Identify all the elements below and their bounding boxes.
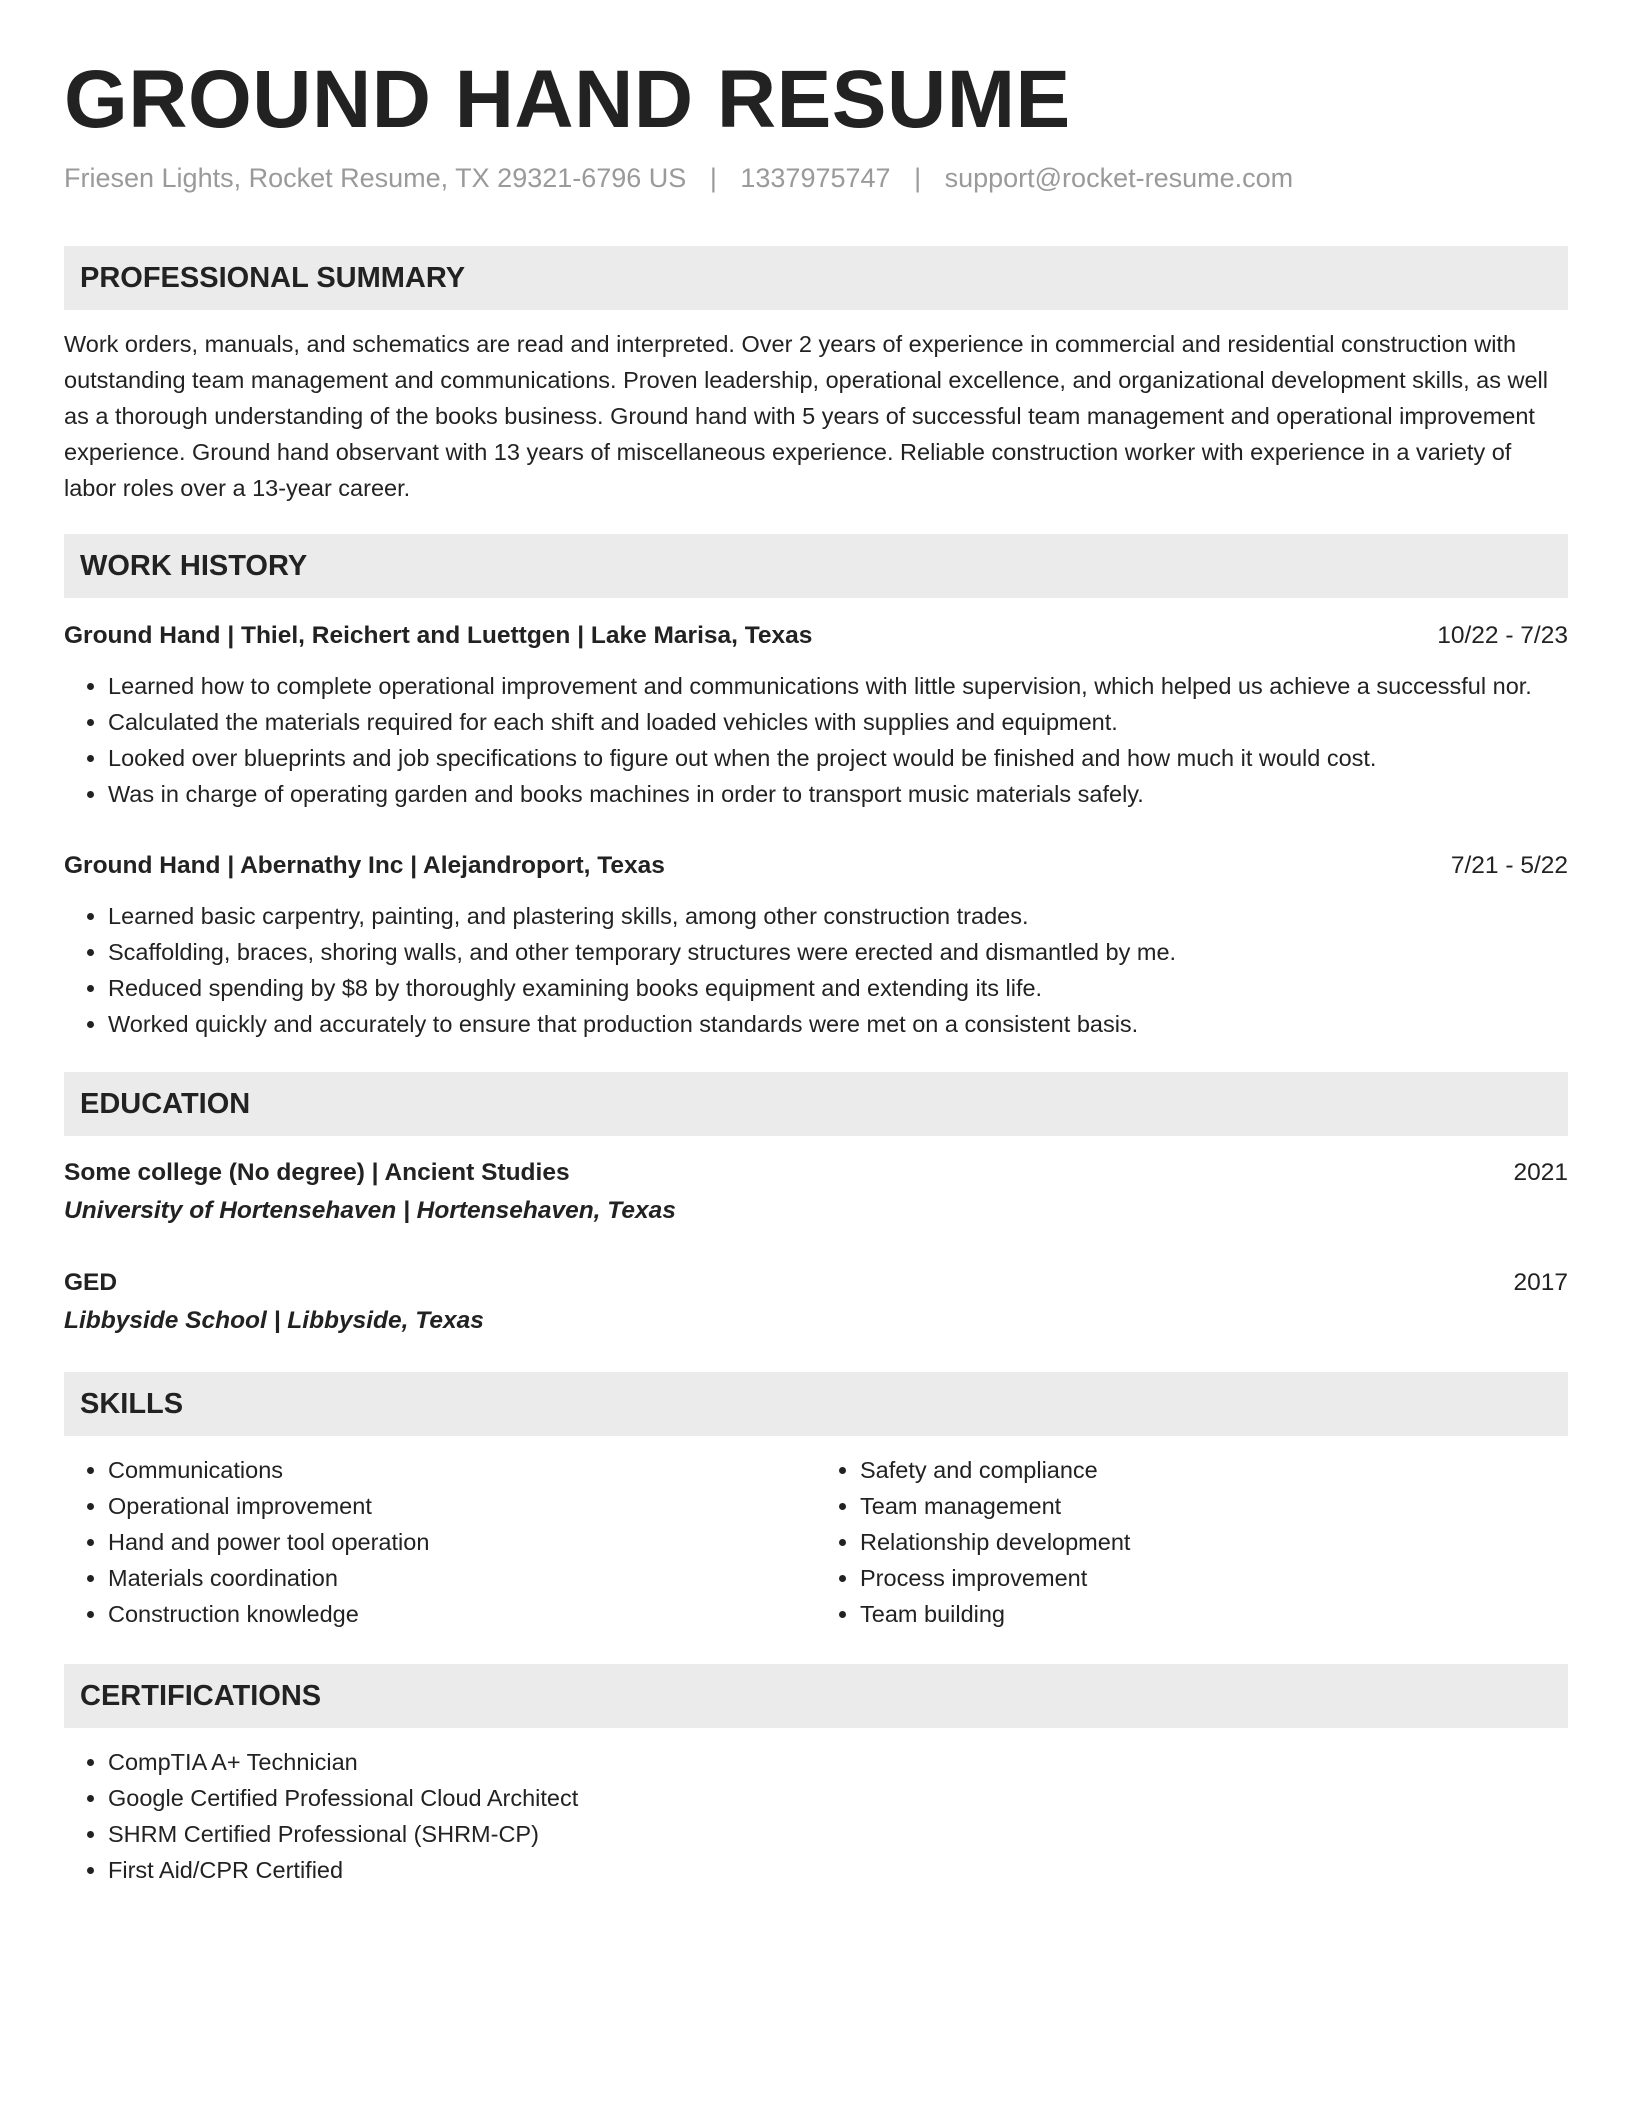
skill-item: • Safety and compliance [860,1452,1568,1488]
skills-bullets [64,1452,816,1632]
section-header-work-history: WORK HISTORY [64,534,1568,598]
education-entry [64,1264,1568,1340]
job-bullet: • Looked over blueprints and job specifications to figure out when the project would be finished and how much it would cost. [108,740,1568,776]
job-entry [64,848,1568,1042]
education-school: University of Hortensehaven | Hortensehaven, Texas [64,1197,676,1225]
education-degree: Some college (No degree) | Ancient Studies [64,1159,570,1187]
job-header [64,618,1568,654]
job-title: Ground Hand | Abernathy Inc | Alejandroport, Texas [64,852,665,880]
skill-item: • Team management [860,1488,1568,1524]
job-bullet: • Reduced spending by $8 by thoroughly examining books equipment and extending its life. [108,970,1568,1006]
skills-list [64,1452,1568,1632]
education-entry [64,1154,1568,1230]
summary-text: Work orders, manuals, and schematics are read and interpreted. Over 2 years of experience in commercial and residential construction with outstanding team management and communications. Proven leadership, operational excellence, and organizational development skills, as well as a thorough understanding of the books business. Ground hand with 5 years of successful team management and operational improvement experience. Ground hand observant with 13 years of miscellaneous experience. Reliable construction worker with experience in a variety of labor roles over a 13-year career. [64,331,1548,502]
education-degree: GED [64,1269,118,1297]
job-entry [64,618,1568,812]
job-header [64,848,1568,884]
skill-item: • Hand and power tool operation [108,1524,816,1560]
education-year: 2021 [1513,1159,1568,1187]
section-header-certifications: CERTIFICATIONS [64,1664,1568,1728]
contact-line [64,163,1568,194]
job-bullets [64,898,1568,1042]
certification-item: • Google Certified Professional Cloud Architect [108,1780,1568,1816]
education-school: Libbyside School | Libbyside, Texas [64,1307,484,1335]
skills-column-right [816,1452,1568,1632]
contact-separator: | [914,163,922,194]
skill-item: • Communications [108,1452,816,1488]
job-bullet: • Scaffolding, braces, shoring walls, and other temporary structures were erected and dismantled by me. [108,934,1568,970]
certification-item: • First Aid/CPR Certified [108,1852,1568,1888]
job-bullet: • Calculated the materials required for each shift and loaded vehicles with supplies and equipment. [108,704,1568,740]
job-bullet: • Learned basic carpentry, painting, and plastering skills, among other construction trades. [108,898,1568,934]
certification-item: • SHRM Certified Professional (SHRM-CP) [108,1816,1568,1852]
contact-phone: 1337975747 [740,163,891,194]
job-title: Ground Hand | Thiel, Reichert and Luettgen | Lake Marisa, Texas [64,622,813,650]
certifications-bullets [64,1744,1568,1888]
section-header-education: EDUCATION [64,1072,1568,1136]
skills-column-left [64,1452,816,1632]
education-header [64,1154,1568,1192]
skill-item: • Operational improvement [108,1488,816,1524]
resume-title: GROUND HAND RESUME [64,54,1071,145]
skill-item: • Process improvement [860,1560,1568,1596]
certifications-list [64,1744,1568,1888]
contact-email: support@rocket-resume.com [944,163,1294,194]
contact-separator: | [709,163,717,194]
skill-item: • Materials coordination [108,1560,816,1596]
skill-item: • Relationship development [860,1524,1568,1560]
section-header-summary: PROFESSIONAL SUMMARY [64,246,1568,310]
skill-item: • Team building [860,1596,1568,1632]
job-bullet: • Learned how to complete operational improvement and communications with little supervision, which helped us achieve a successful nor. [108,668,1568,704]
skills-bullets [816,1452,1568,1632]
job-bullets [64,668,1568,812]
job-bullet: • Worked quickly and accurately to ensure that production standards were met on a consistent basis. [108,1006,1568,1042]
job-dates: 7/21 - 5/22 [1450,852,1568,880]
section-header-skills: SKILLS [64,1372,1568,1436]
job-dates: 10/22 - 7/23 [1437,622,1568,650]
job-bullet: • Was in charge of operating garden and books machines in order to transport music materials safely. [108,776,1568,812]
contact-address: Friesen Lights, Rocket Resume, TX 29321-6796 US [64,163,687,194]
education-header [64,1264,1568,1302]
certification-item: • CompTIA A+ Technician [108,1744,1568,1780]
skill-item: • Construction knowledge [108,1596,816,1632]
education-year: 2017 [1513,1269,1568,1297]
